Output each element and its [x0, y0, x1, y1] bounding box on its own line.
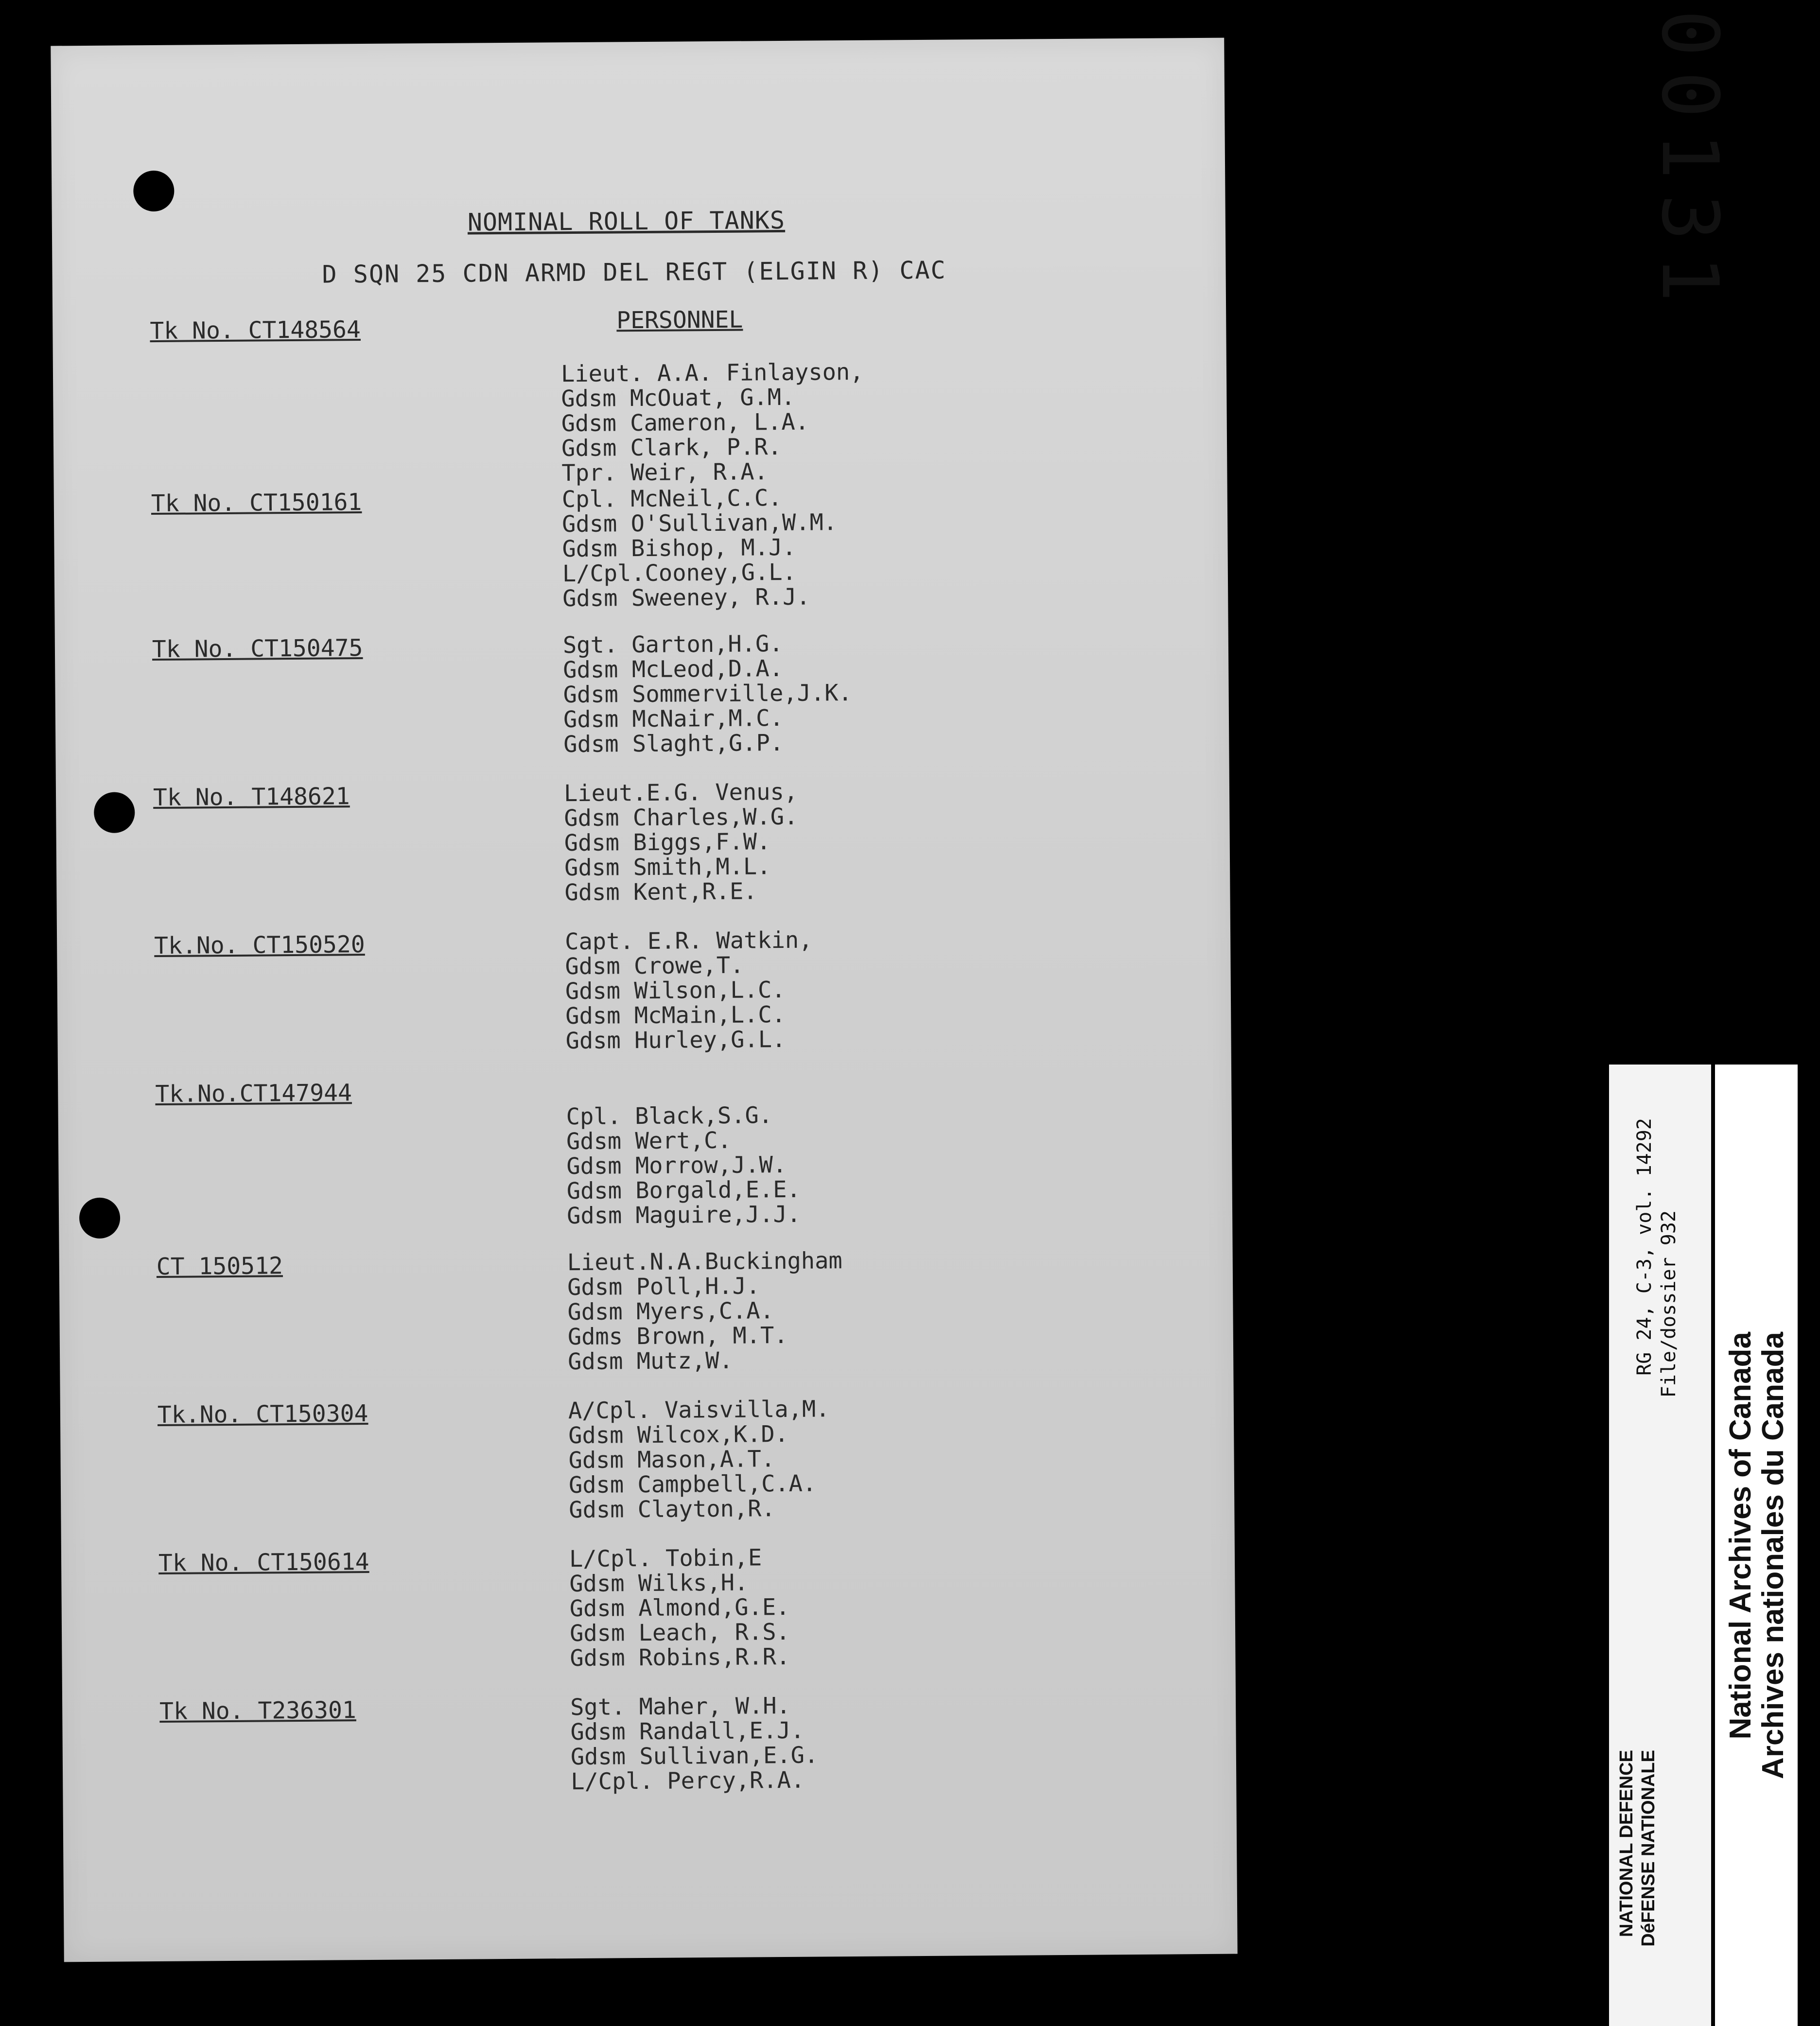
crew-member: Lieut.N.A.Buckingham — [567, 1247, 842, 1276]
crew-member: Gdsm Sommerville,J.K. — [563, 679, 853, 709]
crew-member: Gdsm Myers,C.A. — [567, 1297, 774, 1326]
crew-list — [563, 631, 853, 757]
tank-number: Tk.No. CT150304 — [157, 1399, 368, 1429]
tank-number: Tk No. T148621 — [153, 783, 350, 812]
crew-member: Gdsm Wert,C. — [566, 1127, 732, 1155]
crew-member: Gdsm Sullivan,E.G. — [570, 1742, 819, 1771]
crew-list — [568, 1397, 830, 1522]
tank-entry — [60, 1394, 1234, 1524]
tank-number: Tk No. T236301 — [159, 1696, 356, 1725]
crew-member: Gdsm Hurley,G.L. — [565, 1026, 786, 1055]
department-en: NATIONAL DEFENCE — [1616, 1750, 1637, 1937]
crew-member: Lieut. A.A. Finlayson, — [560, 358, 864, 388]
archives-name-en: National Archives of Canada — [1724, 1332, 1757, 1740]
crew-member: A/Cpl. Vaisvilla,M. — [568, 1396, 830, 1425]
crew-member: Gdsm Robins,R.R. — [570, 1643, 790, 1672]
crew-list — [566, 1103, 801, 1228]
crew-list — [561, 360, 864, 486]
crew-member: Lieut.E.G. Venus, — [563, 778, 798, 807]
crew-member: Sgt. Maher, W.H. — [570, 1692, 791, 1721]
tank-number: Tk No. CT150161 — [151, 489, 362, 518]
crew-list — [562, 485, 838, 611]
punch-hole — [133, 171, 175, 212]
crew-member: L/Cpl.Cooney,G.L. — [562, 559, 797, 588]
crew-list — [570, 1694, 819, 1795]
crew-member: L/Cpl. Percy,R.A. — [571, 1766, 805, 1796]
crew-member: Gdsm O'Sullivan,W.M. — [561, 509, 838, 538]
archives-name-fr: Archives nationales du Canada — [1756, 1332, 1790, 1779]
crew-member: Gdsm Wilcox,K.D. — [568, 1420, 789, 1450]
crew-member: Cpl. McNeil,C.C. — [561, 484, 782, 513]
crew-member: Gdsm McMain,L.C. — [565, 1001, 786, 1030]
crew-member: Gdsm Borgald,E.E. — [566, 1176, 801, 1205]
crew-member: Gdsm McNair,M.C. — [563, 704, 784, 734]
crew-member: Gdms Brown, M.T. — [567, 1322, 788, 1351]
crew-member: Gdsm Clark, P.R. — [561, 433, 782, 462]
crew-member: Gdsm Sweeney, R.J. — [562, 583, 810, 612]
crew-member: Gdsm Slaght,G.P. — [563, 729, 784, 758]
frame-number: 00131 — [1645, 10, 1735, 317]
punch-hole — [94, 792, 135, 833]
tank-entry — [59, 1246, 1233, 1376]
crew-list — [569, 1545, 790, 1671]
archive-file-reference: File/dossier 932 — [1658, 1210, 1680, 1398]
archive-reference: RG 24, C-3, vol. 14292 — [1633, 1118, 1656, 1376]
tank-number: Tk No. CT150614 — [158, 1548, 369, 1577]
crew-member: Gdsm Biggs,F.W. — [564, 828, 771, 857]
punch-hole — [79, 1198, 121, 1239]
crew-member: Gdsm Crowe,T. — [565, 952, 744, 980]
crew-member: Gdsm Campbell,C.A. — [568, 1470, 817, 1499]
crew-member: Gdsm Cameron, L.A. — [561, 408, 809, 437]
crew-member: Gdsm Charles,W.G. — [564, 803, 798, 832]
crew-member: Cpl. Black,S.G. — [566, 1102, 773, 1131]
crew-member: Tpr. Weir, R.A. — [561, 458, 769, 487]
crew-list — [565, 928, 813, 1054]
personnel-header: PERSONNEL — [616, 306, 743, 334]
tank-entry — [62, 1691, 1236, 1796]
document-title: NOMINAL ROLL OF TANKS — [467, 206, 786, 237]
document-subtitle: D SQN 25 CDN ARMD DEL REGT (ELGIN R) CAC — [322, 256, 946, 289]
tank-number: Tk No. CT148564 — [150, 316, 361, 345]
crew-member: Gdsm McOuat, G.M. — [561, 384, 795, 413]
crew-member: Gdsm Bishop, M.J. — [562, 534, 796, 563]
tank-number: Tk No. CT150475 — [152, 634, 363, 664]
crew-member: Capt. E.R. Watkin, — [564, 926, 813, 956]
tank-entry — [58, 1073, 1231, 1230]
tank-entry — [57, 925, 1230, 1055]
tank-number: CT 150512 — [156, 1252, 283, 1281]
crew-member: Sgt. Garton,H.G. — [562, 630, 783, 659]
crew-member: L/Cpl. Tobin,E — [569, 1544, 762, 1573]
crew-member: Gdsm Clayton,R. — [569, 1495, 775, 1524]
crew-member: Gdsm Wilks,H. — [569, 1569, 749, 1598]
crew-member: Gdsm Leach, R.S. — [569, 1618, 790, 1647]
crew-member: Gdsm Randall,E.J. — [570, 1717, 805, 1746]
crew-member: Gdsm McLeod,D.A. — [563, 655, 784, 684]
document-page — [51, 38, 1237, 1962]
crew-member: Gdsm Maguire,J.J. — [566, 1201, 801, 1230]
crew-list — [564, 780, 799, 905]
tank-number: Tk.No.CT147944 — [155, 1079, 352, 1108]
tank-number: Tk.No. CT150520 — [154, 931, 365, 960]
crew-member: Gdsm Mutz,W. — [568, 1347, 733, 1376]
tank-entry — [61, 1542, 1235, 1672]
crew-member: Gdsm Almond,G.E. — [569, 1593, 790, 1623]
crew-member: Gdsm Wilson,L.C. — [565, 976, 786, 1005]
crew-member: Gdsm Morrow,J.W. — [566, 1151, 787, 1180]
department-fr: DéFENSE NATIONALE — [1638, 1750, 1659, 1947]
crew-member: Gdsm Smith,M.L. — [564, 853, 771, 882]
crew-list — [567, 1248, 843, 1374]
crew-member: Gdsm Poll,H.J. — [567, 1273, 760, 1301]
crew-member: Gdsm Kent,R.E. — [564, 878, 757, 907]
tank-entry — [56, 777, 1229, 907]
tank-entry — [55, 629, 1228, 758]
crew-member: Gdsm Mason,A.T. — [568, 1446, 775, 1474]
